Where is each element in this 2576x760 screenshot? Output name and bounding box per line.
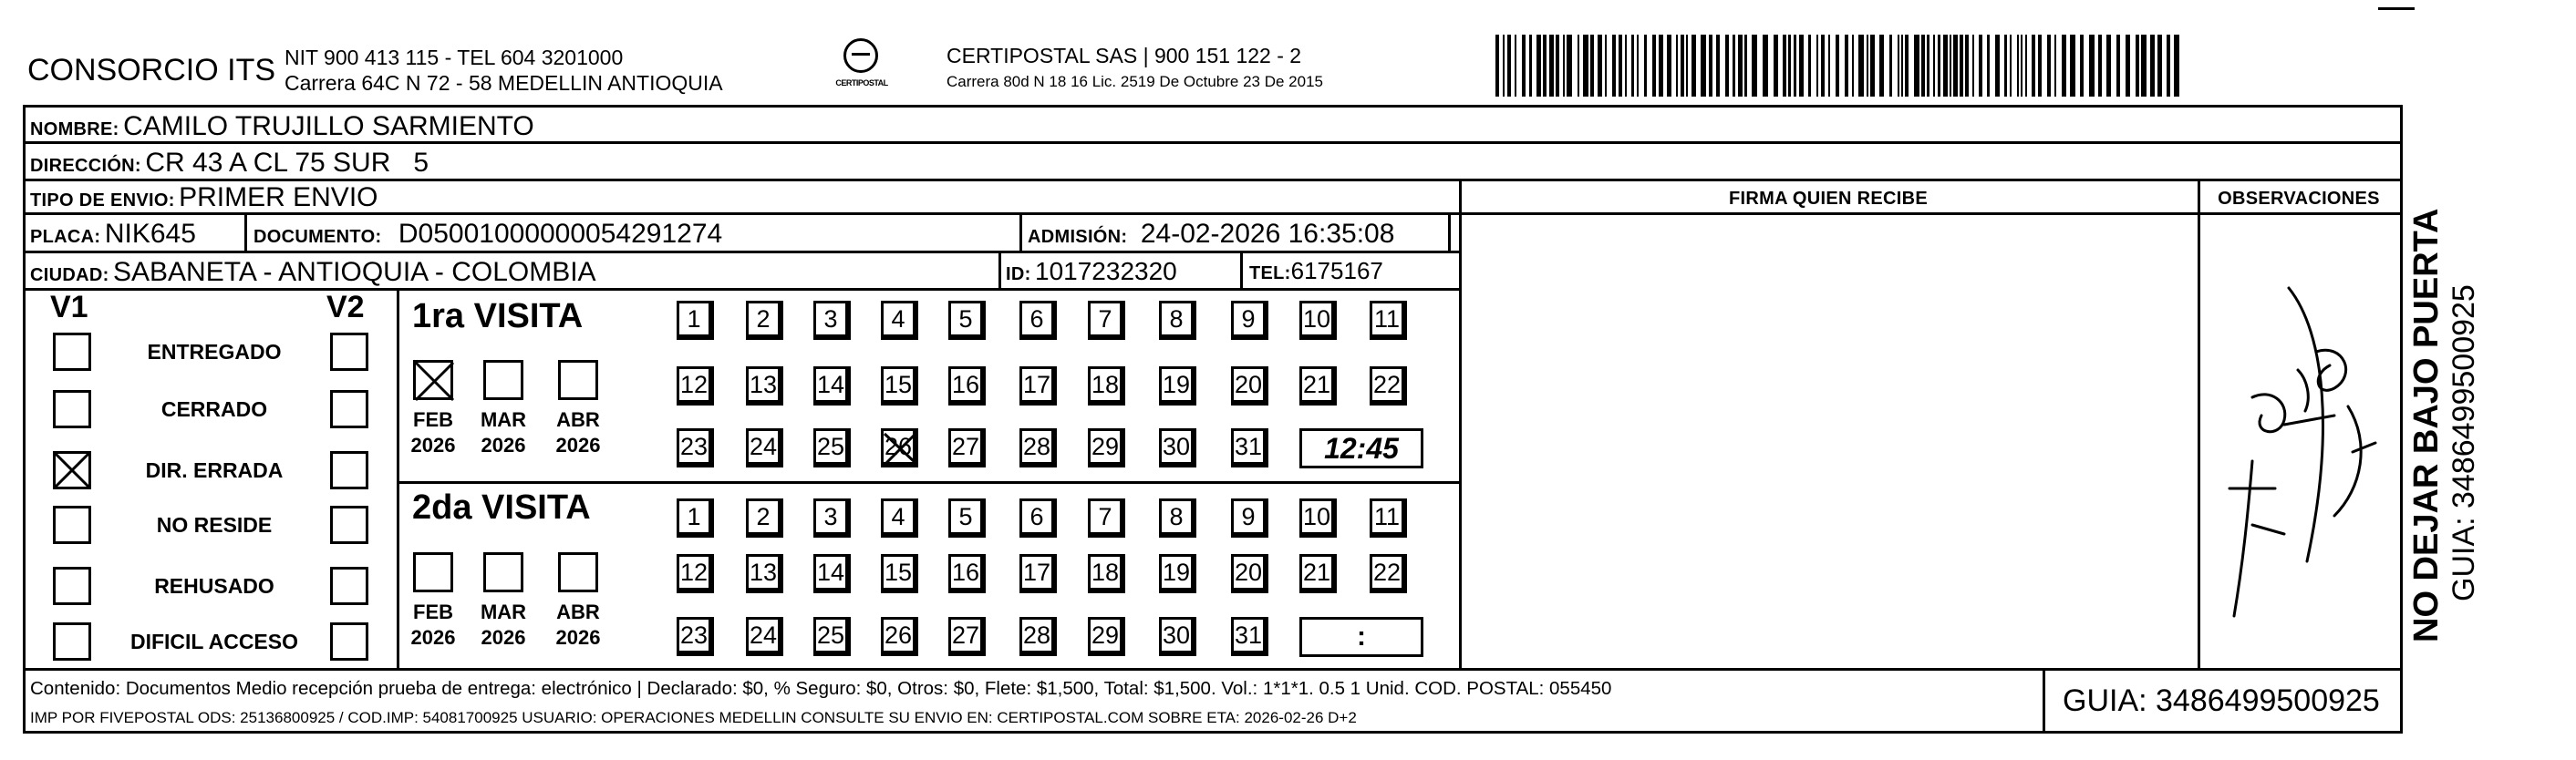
day-box[interactable]: 21 [1299, 554, 1334, 591]
barcode-bar [1733, 35, 1735, 97]
barcode-bar [1788, 35, 1791, 97]
month-year: 2026 [555, 626, 601, 649]
barcode-bar [1995, 35, 2000, 97]
barcode-bar [1933, 35, 1935, 97]
barcode-bar [1938, 35, 1940, 97]
documento-value: D05001000000054291274 [398, 219, 723, 249]
month-label [406, 600, 460, 651]
barcode-bar [1583, 35, 1588, 97]
status-option-label: DIR. ERRADA [145, 458, 284, 482]
day-box[interactable]: 10 [1299, 498, 1334, 535]
day-box[interactable]: 23 [677, 428, 711, 465]
tel-label: TEL: [1249, 263, 1291, 283]
status-option-label: NO RESIDE [156, 513, 273, 537]
barcode-bar [1738, 35, 1743, 97]
month-year: 2026 [481, 626, 526, 649]
barcode-bar [1950, 35, 1951, 97]
tipo-envio-label: TIPO DE ENVIO: [30, 190, 175, 211]
month-name: FEB [413, 408, 453, 431]
certipostal-logo: CERTIPOSTAL [825, 38, 898, 98]
v2-checkbox[interactable] [330, 567, 368, 605]
day-box[interactable]: 20 [1231, 554, 1266, 591]
nombre-row [30, 111, 534, 142]
day-box[interactable]: 4 [881, 498, 916, 535]
barcode-bar [1686, 35, 1688, 97]
day-box[interactable]: 24 [746, 617, 781, 653]
v1-checkbox[interactable] [53, 622, 91, 661]
v1-checkbox[interactable] [53, 390, 91, 428]
barcode-bar [1752, 35, 1757, 97]
direccion-value: CR 43 A CL 75 SUR 5 [145, 148, 429, 178]
barcode-bar [1879, 35, 1884, 97]
barcode-bar [1701, 35, 1706, 97]
barcode-bar [2004, 35, 2007, 97]
barcode-bar [1691, 35, 1696, 97]
direccion-label: DIRECCIÓN: [30, 156, 141, 176]
day-box[interactable]: 26 [881, 428, 916, 465]
barcode-bar [1816, 35, 1818, 97]
admision-label: ADMISIÓN: [1028, 227, 1128, 247]
barcode-bar [1914, 35, 1919, 97]
day-box[interactable]: 30 [1159, 428, 1194, 465]
v1-checkbox[interactable] [53, 506, 91, 544]
barcode-bar [1631, 35, 1634, 97]
day-box[interactable]: 9 [1231, 498, 1266, 535]
barcode-bar [1681, 35, 1684, 97]
day-box[interactable]: 8 [1159, 301, 1194, 337]
day-box[interactable]: 14 [813, 366, 848, 403]
barcode-bar [1507, 35, 1511, 97]
day-box[interactable]: 13 [746, 366, 781, 403]
day-box[interactable]: 11 [1370, 301, 1404, 337]
second-visit-title: 2da VISITA [412, 488, 591, 527]
barcode-bar [1987, 35, 1990, 97]
v1-checkbox[interactable] [53, 333, 91, 371]
barcode-bar [1979, 35, 1982, 97]
barcode-bar [1858, 35, 1864, 97]
status-option-label: DIFICIL ACCESO [129, 630, 298, 653]
barcode-bar [1905, 35, 1909, 97]
day-box[interactable]: 12 [677, 554, 711, 591]
month-label [406, 407, 460, 458]
day-box[interactable]: 6 [1019, 498, 1054, 535]
placa-field [30, 219, 196, 250]
barcode-bar [1972, 35, 1974, 97]
month-checkbox[interactable] [558, 360, 598, 400]
day-box[interactable]: 5 [948, 301, 983, 337]
barcode-bar [1644, 35, 1647, 97]
month-label [551, 407, 605, 458]
month-checkbox[interactable] [413, 552, 453, 592]
v2-checkbox[interactable] [330, 451, 368, 489]
day-box[interactable]: 15 [881, 554, 916, 591]
day-box[interactable]: 15 [881, 366, 916, 403]
barcode-bar [1794, 35, 1796, 97]
id-label: ID: [1006, 264, 1031, 284]
placa-label: PLACA: [30, 227, 101, 247]
barcode-bar [1567, 35, 1572, 97]
month-name: ABR [556, 408, 600, 431]
barcode-bar [2070, 35, 2075, 97]
barcode-bar [1556, 35, 1559, 97]
barcode-bar [2054, 35, 2056, 97]
barcode-bar [1953, 35, 1958, 97]
v2-label: V2 [326, 290, 365, 324]
day-box[interactable]: 31 [1231, 617, 1266, 653]
contenido-text: Contenido: Documentos Medio recepción prueba de entrega: electrónico | Declarado: $0, % Seguro: $0, Otros: $0, Flete: $1,500, Total: $1,500. Vol.: 1*1*1. 0.5 1 Unid. COD. POSTAL: 055450 [30, 678, 1612, 699]
barcode-bar [1503, 35, 1505, 97]
visit-time-box[interactable]: 12:45 [1299, 428, 1423, 468]
day-box[interactable]: 28 [1019, 428, 1054, 465]
day-box[interactable]: 23 [677, 617, 711, 653]
day-box[interactable]: 31 [1231, 428, 1266, 465]
footer-guia: GUIA: 3486499500925 [2063, 683, 2380, 718]
company-nit: NIT 900 413 115 - TEL 604 3201000 [284, 46, 624, 69]
id-field [1006, 257, 1177, 286]
barcode-bar [1619, 35, 1622, 97]
day-box[interactable]: 1 [677, 301, 711, 337]
barcode-bar [1845, 35, 1848, 97]
month-label [476, 600, 531, 651]
day-box[interactable]: 24 [746, 428, 781, 465]
day-box[interactable]: 7 [1088, 498, 1122, 535]
nombre-value: CAMILO TRUJILLO SARMIENTO [123, 111, 534, 141]
day-box[interactable]: 4 [881, 301, 916, 337]
status-option-label: CERRADO [160, 397, 268, 421]
ciudad-value: SABANETA - ANTIOQUIA - COLOMBIA [113, 257, 596, 287]
direccion-row [30, 148, 429, 179]
barcode-bar [1898, 35, 1899, 97]
side-warning: NO DEJAR BAJO PUERTA [2407, 208, 2446, 642]
barcode-bar [1808, 35, 1811, 97]
day-box[interactable]: 8 [1159, 498, 1194, 535]
barcode-bar [1725, 35, 1729, 97]
handwritten-observation [2198, 215, 2400, 668]
day-box[interactable]: 17 [1019, 366, 1054, 403]
barcode-bar [1799, 35, 1804, 97]
day-box[interactable]: 25 [813, 617, 848, 653]
ciudad-field [30, 257, 596, 288]
barcode-bar [1716, 35, 1720, 97]
month-year: 2026 [481, 434, 526, 457]
day-box[interactable]: 10 [1299, 301, 1334, 337]
barcode-bar [1590, 35, 1594, 97]
barcode-bar [1563, 35, 1565, 97]
barcode-bar [1676, 35, 1678, 97]
firma-header: FIRMA QUIEN RECIBE [1729, 189, 1928, 209]
barcode-bar [1578, 35, 1579, 97]
barcode-bar [1522, 35, 1526, 97]
barcode-bar [2174, 35, 2179, 97]
day-box[interactable]: 1 [677, 498, 711, 535]
barcode-bar [2017, 35, 2019, 97]
barcode-bar [1867, 35, 1868, 97]
barcode-bar [2116, 35, 2120, 97]
month-name: MAR [480, 408, 527, 431]
day-box[interactable]: 11 [1370, 498, 1404, 535]
barcode-bar [1927, 35, 1929, 97]
barcode-bar [1870, 35, 1875, 97]
day-box[interactable]: 13 [746, 554, 781, 591]
tipo-envio-value: PRIMER ENVIO [179, 182, 378, 212]
day-box[interactable]: 3 [813, 498, 848, 535]
barcode-bar [1637, 35, 1639, 97]
ciudad-label: CIUDAD: [30, 265, 109, 285]
documento-field [253, 219, 722, 250]
v1-label: V1 [50, 290, 88, 324]
barcode-bar [2106, 35, 2111, 97]
side-guia: GUIA: 3486499500925 [2447, 284, 2481, 601]
day-box[interactable]: 3 [813, 301, 848, 337]
barcode-bar [2021, 35, 2023, 97]
certipostal-license: Carrera 80d N 18 16 Lic. 2519 De Octubre 23 De 2015 [947, 73, 1323, 90]
v1-checkbox[interactable] [53, 451, 91, 489]
month-checkbox[interactable] [413, 360, 453, 400]
day-box[interactable]: 2 [746, 498, 781, 535]
v2-checkbox[interactable] [330, 333, 368, 371]
company-address: Carrera 64C N 72 - 58 MEDELLIN ANTIOQUIA [284, 71, 723, 95]
month-name: MAR [480, 601, 527, 623]
status-option-label: ENTREGADO [147, 340, 282, 364]
barcode-bar [1821, 35, 1825, 97]
barcode-bar [2089, 35, 2095, 97]
side-text [2407, 96, 2482, 642]
month-checkbox[interactable] [483, 360, 523, 400]
barcode-bar [1515, 35, 1516, 97]
v2-checkbox[interactable] [330, 506, 368, 544]
barcode-bar [2025, 35, 2027, 97]
day-box[interactable]: 2 [746, 301, 781, 337]
barcode-bar [1852, 35, 1854, 97]
day-box[interactable]: 27 [948, 428, 983, 465]
barcode-bar [2062, 35, 2066, 97]
barcode-bar [2032, 35, 2035, 97]
barcode-bar [1828, 35, 1830, 97]
id-value: 1017232320 [1035, 257, 1177, 285]
month-year: 2026 [555, 434, 601, 457]
barcode-bar [1543, 35, 1547, 97]
barcode-bar [1836, 35, 1839, 97]
tipo-envio-row [30, 182, 378, 213]
observaciones-header: OBSERVACIONES [2218, 189, 2380, 209]
placa-value: NIK645 [104, 219, 196, 249]
barcode-bar [1612, 35, 1616, 97]
admision-field [1028, 219, 1394, 250]
barcode-bar [1744, 35, 1747, 97]
barcode-bar [2167, 35, 2170, 97]
day-box[interactable]: 30 [1159, 617, 1194, 653]
v2-checkbox[interactable] [330, 622, 368, 661]
day-box[interactable]: 7 [1088, 301, 1122, 337]
documento-label: DOCUMENTO: [253, 227, 382, 247]
barcode-bar [1495, 35, 1499, 97]
day-box[interactable]: 9 [1231, 301, 1266, 337]
day-box[interactable]: 18 [1088, 554, 1122, 591]
barcode-bar [2126, 35, 2130, 97]
barcode-bar [1652, 35, 1656, 97]
month-label [476, 407, 531, 458]
barcode-bar [1960, 35, 1963, 97]
barcode-bar [1943, 35, 1948, 97]
barcode-bar [2098, 35, 2102, 97]
month-checkbox[interactable] [558, 552, 598, 592]
barcode-bar [1549, 35, 1554, 97]
day-box[interactable]: 29 [1088, 617, 1122, 653]
day-box[interactable]: 29 [1088, 428, 1122, 465]
month-year: 2026 [410, 626, 456, 649]
barcode-bar [1774, 35, 1778, 97]
imp-text: IMP POR FIVEPOSTAL ODS: 25136800925 / COD.IMP: 54081700925 USUARIO: OPERACIONES MEDELLIN CONSULTE SU ENVIO EN: CERTIPOSTAL.COM SOBRE ETA: 2026-02-26 D+2 [30, 709, 1357, 726]
barcode-bar [1901, 35, 1903, 97]
barcode-bar [2141, 35, 2147, 97]
barcode-bar [2157, 35, 2162, 97]
barcode-bar [1763, 35, 1768, 97]
admision-value: 24-02-2026 16:35:08 [1140, 219, 1395, 249]
day-box[interactable]: 12 [677, 366, 711, 403]
day-box[interactable]: 14 [813, 554, 848, 591]
month-label [551, 600, 605, 651]
month-name: FEB [413, 601, 453, 623]
tel-value: 6175167 [1290, 257, 1383, 284]
barcode-bar [1783, 35, 1786, 97]
certipostal-nit: CERTIPOSTAL SAS | 900 151 122 - 2 [947, 44, 1302, 67]
day-box[interactable]: 25 [813, 428, 848, 465]
day-box[interactable]: 27 [948, 617, 983, 653]
month-name: ABR [556, 601, 600, 623]
v1-checkbox[interactable] [53, 567, 91, 605]
day-box[interactable]: 5 [948, 498, 983, 535]
visit-time-box[interactable]: : [1299, 617, 1423, 657]
day-box[interactable]: 22 [1370, 366, 1404, 403]
first-visit-title: 1ra VISITA [412, 297, 584, 335]
day-box[interactable]: 6 [1019, 301, 1054, 337]
day-box[interactable]: 16 [948, 554, 983, 591]
corner-mark [2378, 7, 2415, 10]
barcode-bar [2047, 35, 2051, 97]
day-box[interactable]: 19 [1159, 554, 1194, 591]
barcode-bar [1625, 35, 1627, 97]
nombre-label: NOMBRE: [30, 119, 119, 139]
barcode-bar [1709, 35, 1712, 97]
month-year: 2026 [410, 434, 456, 457]
day-box[interactable]: 17 [1019, 554, 1054, 591]
barcode-bar [1598, 35, 1602, 97]
barcode-bar [2150, 35, 2155, 97]
barcode-bar [1921, 35, 1925, 97]
day-box[interactable]: 22 [1370, 554, 1404, 591]
barcode-bar [1667, 35, 1671, 97]
day-box[interactable]: 19 [1159, 366, 1194, 403]
barcode-bar [1889, 35, 1892, 97]
day-box[interactable]: 21 [1299, 366, 1334, 403]
barcode-bar [1536, 35, 1541, 97]
day-box[interactable]: 26 [881, 617, 916, 653]
day-box[interactable]: 28 [1019, 617, 1054, 653]
barcode-bar [2136, 35, 2139, 97]
barcode [1495, 35, 2179, 97]
barcode-bar [1659, 35, 1663, 97]
barcode-bar [1529, 35, 1532, 97]
month-checkbox[interactable] [483, 552, 523, 592]
barcode-bar [2080, 35, 2084, 97]
barcode-bar [2010, 35, 2012, 97]
day-box[interactable]: 16 [948, 366, 983, 403]
tel-field [1249, 257, 1383, 285]
v2-checkbox[interactable] [330, 390, 368, 428]
day-box[interactable]: 20 [1231, 366, 1266, 403]
status-option-label: REHUSADO [154, 574, 274, 598]
barcode-bar [2038, 35, 2042, 97]
company-name: CONSORCIO ITS [27, 53, 276, 87]
barcode-bar [1965, 35, 1969, 97]
day-box[interactable]: 18 [1088, 366, 1122, 403]
barcode-bar [1605, 35, 1607, 97]
